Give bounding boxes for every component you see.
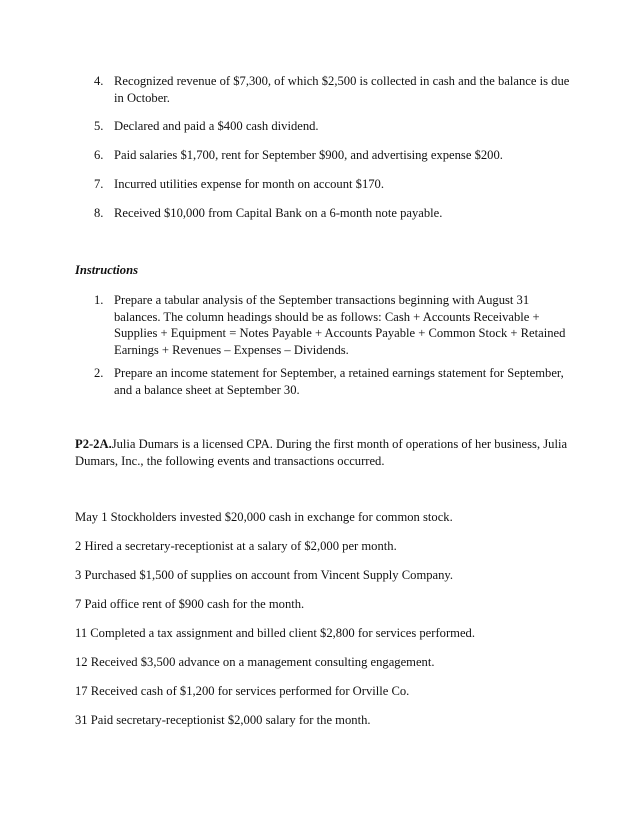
transaction-text: Incurred utilities expense for month on account $170. — [114, 177, 384, 191]
transaction-number: 7. — [94, 177, 104, 191]
event-line: 3 Purchased $1,500 of supplies on account from Vincent Supply Company. — [75, 568, 454, 582]
event-line: 7 Paid office rent of $900 cash for the month. — [75, 597, 305, 611]
instructions-heading: Instructions — [75, 263, 138, 277]
event-line: May 1 Stockholders invested $20,000 cash in exchange for common stock. — [75, 510, 453, 524]
event-line: 17 Received cash of $1,200 for services performed for Orville Co. — [75, 684, 410, 698]
problem-intro — [75, 436, 575, 469]
instruction-number: 2. — [94, 366, 104, 380]
problem-label: P2-2A. — [75, 437, 112, 451]
event-line: 12 Received $3,500 advance on a management consulting engagement. — [75, 655, 435, 669]
instruction-number: 1. — [94, 293, 104, 307]
event-line: 11 Completed a tax assignment and billed client $2,800 for services performed. — [75, 626, 475, 640]
transaction-text: Received $10,000 from Capital Bank on a 6-month note payable. — [114, 206, 443, 220]
transaction-number: 4. — [94, 74, 104, 88]
transaction-text: Paid salaries $1,700, rent for September $900, and advertising expense $200. — [114, 148, 503, 162]
problem-intro-text: Julia Dumars is a licensed CPA. During the first month of operations of her business, Julia Dumars, Inc., the following events and transactions occurred. — [75, 437, 568, 468]
transaction-number: 5. — [94, 119, 104, 133]
transaction-number: 6. — [94, 148, 104, 162]
event-line: 2 Hired a secretary-receptionist at a salary of $2,000 per month. — [75, 539, 397, 553]
instruction-text: Prepare a tabular analysis of the September transactions beginning with August 31 balances. The column headings should be as follows: Cash + Accounts Receivable + Supplies + Equipment = Notes Payable + Accounts Payable + Common Stock + Retained Earnings + Revenues – Expenses – Dividends. — [114, 293, 566, 357]
event-line: 31 Paid secretary-receptionist $2,000 salary for the month. — [75, 713, 371, 727]
transaction-text: Declared and paid a $400 cash dividend. — [114, 119, 319, 133]
instruction-text: Prepare an income statement for September, a retained earnings statement for September, and a balance sheet at September 30. — [114, 366, 564, 397]
transaction-text: Recognized revenue of $7,300, of which $2,500 is collected in cash and the balance is due in October. — [114, 74, 570, 105]
transaction-number: 8. — [94, 206, 104, 220]
